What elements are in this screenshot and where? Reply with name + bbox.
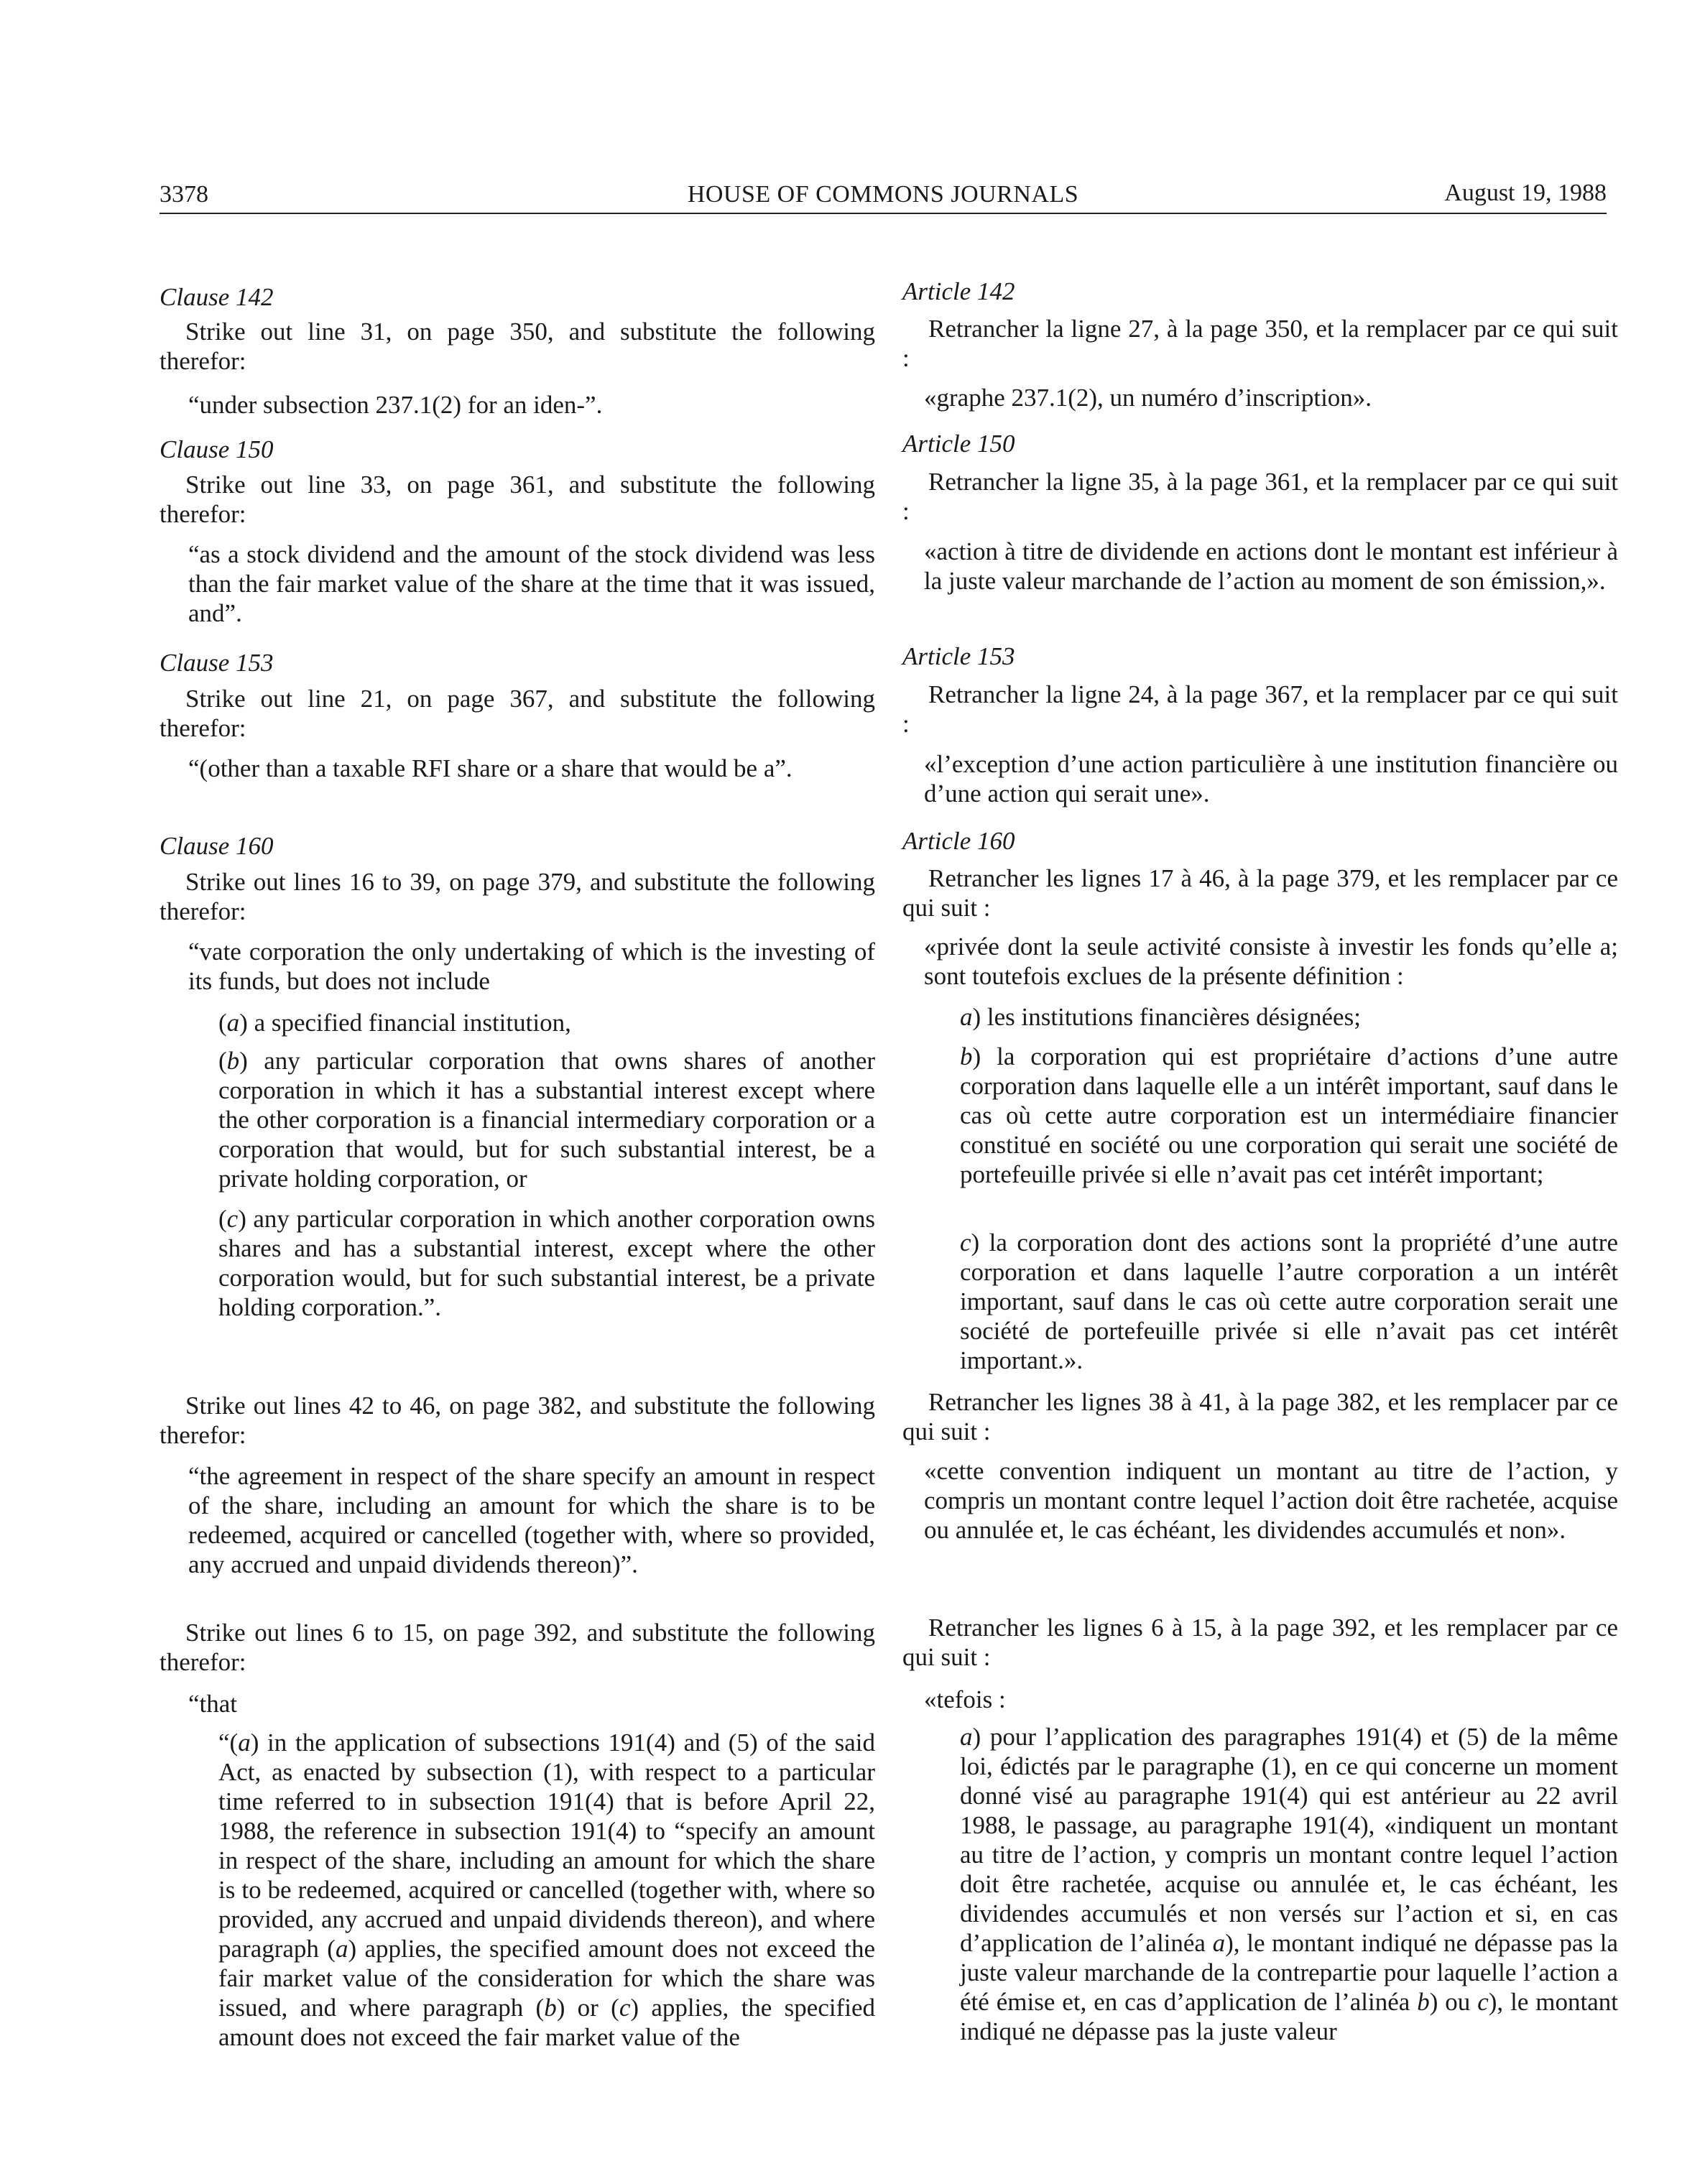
clause-150-heading: Clause 150 [160,435,274,463]
clause-160-replacement: “vate corporation the only undertaking of which is the investing of its funds, but does not include [188,938,875,995]
clause-160-item-b: (b) any particular corporation that owns shares of another corporation in which it has a substantial interest except where the other corporation is a financial intermediary corporation or a corporation that would, but for such substantial interest, be a private holding corporation, or [218,1047,876,1193]
page-392-item-a-fr: a) pour l’application des paragraphes 191(4) et (5) de la même loi, édictés par le paragraphe (1), en ce qui concerne un moment donné visé au paragraphe 191(4) qui est antérieur au 22 avril 1988, le passage, au paragraphe 191(4), «indiquent un montant au titre de l’action, y compris un montant contre lequel l’action doit être rachetée, acquise ou annulée et, le cas échéant, les dividendes accumulés et non versés sur l’action et si, en cas d’application de l’alinéa a), le montant indiqué ne dépasse pas la juste valeur marchande de la contrepartie pour laquelle l’action a été émise et, en cas d’application de l’alinéa b) ou c), le montant indiqué ne dépasse pas la juste valeur [960,1723,1619,2045]
page-392-replacement-start: “that [188,1690,238,1718]
clause-160-item-a: (a) a specified financial institution, [218,1009,571,1037]
page-382-replacement-fr: «cette convention indiquent un montant au titre de l’action, y compris un montant contre lequel l’action doit être rachetée, acquise ou annulée et, le cas échéant, les dividendes accumulés et non». [924,1457,1618,1544]
article-160-item-b: b) la corporation qui est propriétaire d’actions d’une autre corporation dans laquelle elle a un intérêt important, sauf dans le cas où cette autre corporation est un intermédiaire financier constitué en société ou une corporation qui serait une société de portefeuille privée si elle n’avait pas cet intérêt important; [960,1042,1618,1188]
article-150-replacement: «action à titre de dividende en actions dont le montant est inférieur à la juste valeur marchande de l’action au moment de son émission,». [924,537,1618,595]
page-382-replacement: “the agreement in respect of the share specify an amount in respect of the share, including an amount for which the share is to be redeemed, acquired or cancelled (together with, where so provided, any accrued and unpaid dividends thereon)”. [188,1462,875,1578]
article-150-instruction: Retrancher la ligne 35, à la page 361, et la remplacer par ce qui suit : [902,468,1618,525]
article-160-item-a: a) les institutions financières désignées; [960,1003,1361,1031]
article-160-replacement: «privée dont la seule activité consiste à investir les fonds qu’elle a; sont toutefois exclues de la présente définition : [924,933,1618,990]
article-153-heading: Article 153 [902,642,1015,670]
page-392-instruction-fr: Retrancher les lignes 6 à 15, à la page 392, et les remplacer par ce qui suit : [902,1614,1618,1671]
clause-150-instruction: Strike out line 33, on page 361, and substitute the following therefor: [160,471,875,528]
clause-153-replacement: “(other than a taxable RFI share or a share that would be a”. [188,754,793,782]
clause-160-item-c: (c) any particular corporation in which another corporation owns shares and has a substantial interest, except where the other corporation would, but for such substantial interest, be a private holding corporation.”. [218,1205,875,1321]
article-142-instruction: Retrancher la ligne 27, à la page 350, et la remplacer par ce qui suit : [902,315,1618,372]
page-header [160,180,1607,214]
clause-160-instruction: Strike out lines 16 to 39, on page 379, and substitute the following therefor: [160,868,875,925]
clause-142-replacement: “under subsection 237.1(2) for an iden-”. [188,391,603,419]
page-382-instruction: Strike out lines 42 to 46, on page 382, and substitute the following therefor: [160,1392,875,1449]
article-142-heading: Article 142 [902,277,1015,305]
clause-153-heading: Clause 153 [160,649,274,677]
article-153-replacement: «l’exception d’une action particulière à une institution financière ou d’une action qui serait une». [924,750,1618,808]
article-150-heading: Article 150 [902,430,1015,458]
clause-153-instruction: Strike out line 21, on page 367, and substitute the following therefor: [160,685,875,742]
journal-title: HOUSE OF COMMONS JOURNALS [687,181,1079,208]
article-153-instruction: Retrancher la ligne 24, à la page 367, et la remplacer par ce qui suit : [902,680,1618,738]
article-160-item-c: c) la corporation dont des actions sont la propriété d’une autre corporation et dans laquelle l’autre corporation a un intérêt important, sauf dans le cas où cette autre corporation serait une société de portefeuille privée si elle n’avait pas cet intérêt important.». [960,1228,1618,1374]
clause-160-heading: Clause 160 [160,832,274,860]
page-392-instruction: Strike out lines 6 to 15, on page 392, and substitute the following therefor: [160,1619,875,1676]
clause-142-heading: Clause 142 [160,283,274,311]
page-392-item-a: “(a) in the application of subsections 191(4) and (5) of the said Act, as enacted by subsection (1), with respect to a particular time referred to in subsection 191(4) that is before April 22, 1988, the reference in subsection 191(4) to “specify an amount in respect of the share, including an amount for which the share is to be redeemed, acquired or cancelled (together with, where so provided, any accrued and unpaid dividends thereon), and where paragraph (a) applies, the specified amount does not exceed the fair market value of the consideration for which the share was issued, and where paragraph (b) or (c) applies, the specified amount does not exceed the fair market value of the [218,1729,876,2051]
page-number: 3378 [160,181,208,208]
clause-150-replacement: “as a stock dividend and the amount of the stock dividend was less than the fair market value of the share at the time that it was issued, and”. [188,540,875,627]
clause-142-instruction: Strike out line 31, on page 350, and substitute the following therefor: [160,318,875,375]
page-392-replacement-start-fr: «tefois : [924,1685,1006,1713]
article-142-replacement: «graphe 237.1(2), un numéro d’inscription». [924,384,1372,412]
article-160-heading: Article 160 [902,827,1015,855]
article-160-instruction: Retrancher les lignes 17 à 46, à la page 379, et les remplacer par ce qui suit : [902,864,1618,922]
journal-date: August 19, 1988 [1444,180,1607,206]
page-382-instruction-fr: Retrancher les lignes 38 à 41, à la page 382, et les remplacer par ce qui suit : [902,1388,1618,1445]
